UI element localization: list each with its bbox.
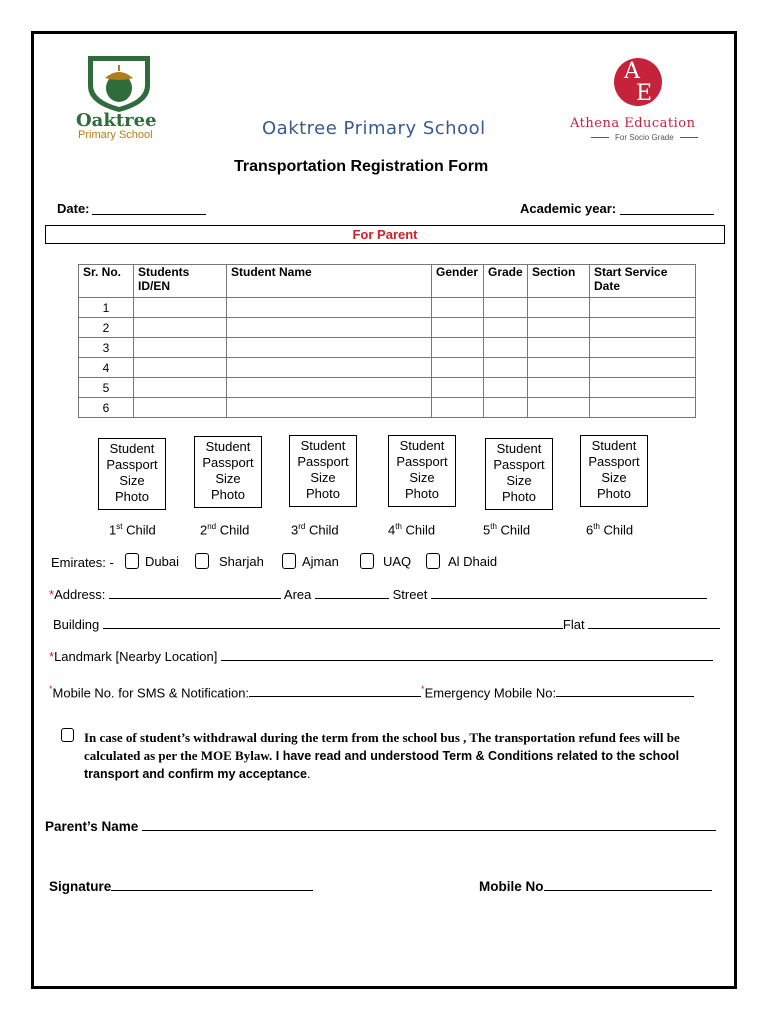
header-student-id: Students ID/EN — [134, 265, 227, 298]
child-5-label — [483, 522, 530, 537]
street-label: Street — [392, 587, 428, 602]
athena-logo-tagline: For Socio Grade — [585, 133, 704, 142]
academic-year-label: Academic year: — [520, 201, 617, 216]
section-cell[interactable] — [528, 318, 590, 338]
athena-education-logo-icon — [610, 52, 662, 108]
emirate-option-uaq[interactable] — [360, 553, 411, 569]
child-word: Child — [126, 522, 156, 538]
child-3-label — [291, 522, 339, 537]
student-id-cell[interactable] — [134, 298, 227, 318]
signature-label: Signature — [49, 879, 112, 894]
landmark-field[interactable] — [221, 649, 713, 661]
student-name-cell[interactable] — [227, 378, 432, 398]
child-1-label — [109, 522, 156, 537]
row-number: 6 — [79, 398, 134, 418]
grade-cell[interactable] — [484, 318, 528, 338]
emirate-option-sharjah[interactable] — [195, 553, 264, 569]
emirate-option-label: Dubai — [145, 553, 179, 569]
table-row — [79, 298, 696, 318]
grade-cell[interactable] — [484, 298, 528, 318]
signature-field[interactable] — [111, 879, 313, 891]
for-parent-section-header: For Parent — [45, 225, 725, 244]
student-name-cell[interactable] — [227, 398, 432, 418]
street-field[interactable] — [431, 587, 707, 599]
athena-logo-name: Athena Education — [570, 116, 696, 131]
header-student-name: Student Name — [227, 265, 432, 298]
child-number: 3 — [291, 522, 299, 538]
checkbox[interactable] — [125, 553, 139, 569]
flat-field[interactable] — [588, 617, 720, 629]
header-section: Section — [528, 265, 590, 298]
photo-label-line: Student — [399, 438, 445, 453]
child-2-label — [200, 522, 249, 537]
emirate-option-dubai[interactable] — [125, 553, 179, 569]
child-number: 5 — [483, 522, 491, 538]
checkbox[interactable] — [195, 553, 209, 569]
landmark-label: Landmark [Nearby Location] — [54, 649, 218, 664]
building-row — [53, 617, 720, 632]
signature-mobile-row — [479, 879, 712, 894]
mobile-sms-label: Mobile No. for SMS & Notification: — [52, 685, 250, 701]
student-id-cell[interactable] — [134, 338, 227, 358]
date-label: Date: — [57, 201, 90, 216]
start-date-cell[interactable] — [590, 398, 696, 418]
child-ordinal-suffix: th — [490, 522, 497, 531]
start-date-cell[interactable] — [590, 378, 696, 398]
terms-checkbox[interactable] — [61, 728, 74, 742]
signature-row — [49, 879, 313, 894]
student-id-cell[interactable] — [134, 398, 227, 418]
photo-label-line: Passport — [202, 455, 254, 470]
gender-cell[interactable] — [432, 398, 484, 418]
photo-label-line: Size — [601, 470, 627, 485]
table-row — [79, 358, 696, 378]
school-title: Oaktree Primary School — [262, 118, 486, 139]
required-asterisk: * — [49, 684, 53, 694]
emergency-mobile-label: Emergency Mobile No: — [424, 685, 557, 701]
header-sr-no: Sr. No. — [79, 265, 134, 298]
child-ordinal-suffix: th — [395, 522, 402, 531]
photo-label-line: Photo — [597, 486, 631, 501]
photo-box-child-1[interactable] — [98, 438, 166, 510]
date-field[interactable] — [92, 214, 206, 215]
address-row — [49, 587, 707, 602]
photo-label-line: Passport — [297, 454, 349, 469]
terms-period: . — [306, 767, 311, 781]
gender-cell[interactable] — [432, 318, 484, 338]
child-word: Child — [219, 522, 250, 538]
students-table — [78, 264, 696, 418]
emirate-option-label: Al Dhaid — [448, 553, 498, 569]
photo-label-line: Photo — [306, 486, 340, 501]
row-number: 4 — [79, 358, 134, 378]
header-start-service-date: Start Service Date — [590, 265, 696, 298]
photo-label-line: Size — [310, 470, 336, 485]
row-number: 1 — [79, 298, 134, 318]
photo-label-line: Passport — [106, 457, 158, 472]
emirate-option-al-dhaid[interactable] — [426, 553, 497, 569]
photo-label-line: Photo — [502, 489, 536, 504]
student-name-cell[interactable] — [227, 298, 432, 318]
child-word: Child — [405, 522, 436, 538]
table-row — [79, 318, 696, 338]
photo-label-line: Photo — [115, 489, 149, 504]
mobile-sms-field[interactable] — [249, 685, 421, 697]
row-number: 3 — [79, 338, 134, 358]
emirate-option-label: UAQ — [383, 553, 412, 569]
mobile-row — [49, 684, 694, 700]
student-id-cell[interactable] — [134, 378, 227, 398]
photo-label-line: Size — [409, 470, 435, 485]
child-ordinal-suffix: th — [593, 522, 600, 531]
gender-cell[interactable] — [432, 378, 484, 398]
photo-label-line: Size — [506, 473, 532, 488]
photo-box-child-4[interactable] — [388, 435, 456, 507]
grade-cell[interactable] — [484, 398, 528, 418]
landmark-row — [49, 649, 713, 664]
photo-box-child-5[interactable] — [485, 438, 553, 510]
start-date-cell[interactable] — [590, 298, 696, 318]
child-number: 2 — [200, 522, 208, 538]
parent-name-field[interactable] — [142, 819, 716, 831]
required-asterisk: * — [49, 587, 55, 602]
child-number: 6 — [586, 522, 594, 538]
start-date-cell[interactable] — [590, 358, 696, 378]
signature-mobile-field[interactable] — [544, 879, 712, 891]
parent-name-row — [45, 819, 716, 834]
svg-text:E: E — [636, 81, 653, 106]
grade-cell[interactable] — [484, 338, 528, 358]
student-name-cell[interactable] — [227, 318, 432, 338]
required-asterisk: * — [421, 684, 425, 694]
checkbox[interactable] — [426, 553, 440, 569]
photo-box-child-6[interactable] — [580, 435, 648, 507]
building-label: Building — [53, 617, 100, 632]
gender-cell[interactable] — [432, 358, 484, 378]
header-grade: Grade — [484, 265, 528, 298]
grade-cell[interactable] — [484, 378, 528, 398]
oaktree-logo-name: Oaktree — [76, 110, 157, 131]
area-label: Area — [283, 587, 312, 602]
child-ordinal-suffix: rd — [298, 522, 306, 531]
grade-cell[interactable] — [484, 358, 528, 378]
table-row — [79, 398, 696, 418]
emirate-option-label: Ajman — [302, 553, 339, 569]
section-cell[interactable] — [528, 338, 590, 358]
student-name-cell[interactable] — [227, 358, 432, 378]
checkbox[interactable] — [360, 553, 374, 569]
photo-label-line: Student — [300, 438, 346, 453]
child-number: 1 — [109, 522, 117, 538]
signature-mobile-label: Mobile No — [479, 879, 544, 894]
photo-label-line: Size — [119, 473, 145, 488]
required-asterisk: * — [49, 649, 55, 664]
table-row — [79, 378, 696, 398]
terms-refund-text: In case of student’s withdrawal during the term from the school bus , The transportation refund fees will be calculated as per the MOE Bylaw. — [84, 730, 680, 763]
child-word: Child — [308, 522, 339, 538]
checkbox[interactable] — [282, 553, 296, 569]
header-gender: Gender — [432, 265, 484, 298]
emirates-label: Emirates: - — [51, 555, 114, 570]
emirate-option-ajman[interactable] — [282, 553, 339, 569]
photo-label-line: Student — [205, 439, 251, 454]
child-6-label — [586, 522, 633, 537]
section-cell[interactable] — [528, 358, 590, 378]
gender-cell[interactable] — [432, 298, 484, 318]
row-number: 5 — [79, 378, 134, 398]
address-field[interactable] — [109, 587, 281, 599]
student-id-cell[interactable] — [134, 358, 227, 378]
start-date-cell[interactable] — [590, 318, 696, 338]
child-ordinal-suffix: st — [116, 522, 123, 531]
photo-label-line: Student — [496, 441, 542, 456]
academic-year-field[interactable] — [620, 214, 714, 215]
photo-label-line: Student — [591, 438, 637, 453]
table-row — [79, 338, 696, 358]
photo-label-line: Passport — [493, 457, 545, 472]
photo-label-line: Passport — [396, 454, 448, 469]
photo-label-line: Size — [215, 471, 241, 486]
photo-box-child-3[interactable] — [289, 435, 357, 507]
child-ordinal-suffix: nd — [207, 522, 217, 531]
flat-label: Flat — [562, 617, 585, 632]
section-cell[interactable] — [528, 398, 590, 418]
start-date-cell[interactable] — [590, 338, 696, 358]
child-word: Child — [603, 522, 634, 538]
svg-text:A: A — [624, 59, 640, 84]
child-number: 4 — [388, 522, 396, 538]
row-number: 2 — [79, 318, 134, 338]
emergency-mobile-field[interactable] — [556, 685, 694, 697]
area-field[interactable] — [315, 587, 389, 599]
photo-box-child-2[interactable] — [194, 436, 262, 508]
section-cell[interactable] — [528, 298, 590, 318]
emirate-option-label: Sharjah — [219, 553, 264, 569]
child-word: Child — [500, 522, 531, 538]
building-field[interactable] — [103, 617, 563, 629]
student-name-cell[interactable] — [227, 338, 432, 358]
form-title: Transportation Registration Form — [234, 158, 489, 175]
address-label: Address: — [54, 587, 106, 602]
table-header-row — [79, 265, 696, 298]
oaktree-logo-subtitle: Primary School — [78, 129, 153, 141]
gender-cell[interactable] — [432, 338, 484, 358]
photo-label-line: Photo — [211, 487, 245, 502]
student-id-cell[interactable] — [134, 318, 227, 338]
terms-acceptance-text: I have read and understood Term & Conditions related to the school transport and confirm my acceptance — [84, 749, 680, 781]
child-4-label — [388, 522, 435, 537]
terms-text — [84, 729, 714, 783]
section-cell[interactable] — [528, 378, 590, 398]
photo-label-line: Photo — [405, 486, 439, 501]
photo-label-line: Passport — [588, 454, 640, 469]
photo-label-line: Student — [109, 441, 155, 456]
parent-name-label: Parent’s Name — [45, 819, 139, 834]
